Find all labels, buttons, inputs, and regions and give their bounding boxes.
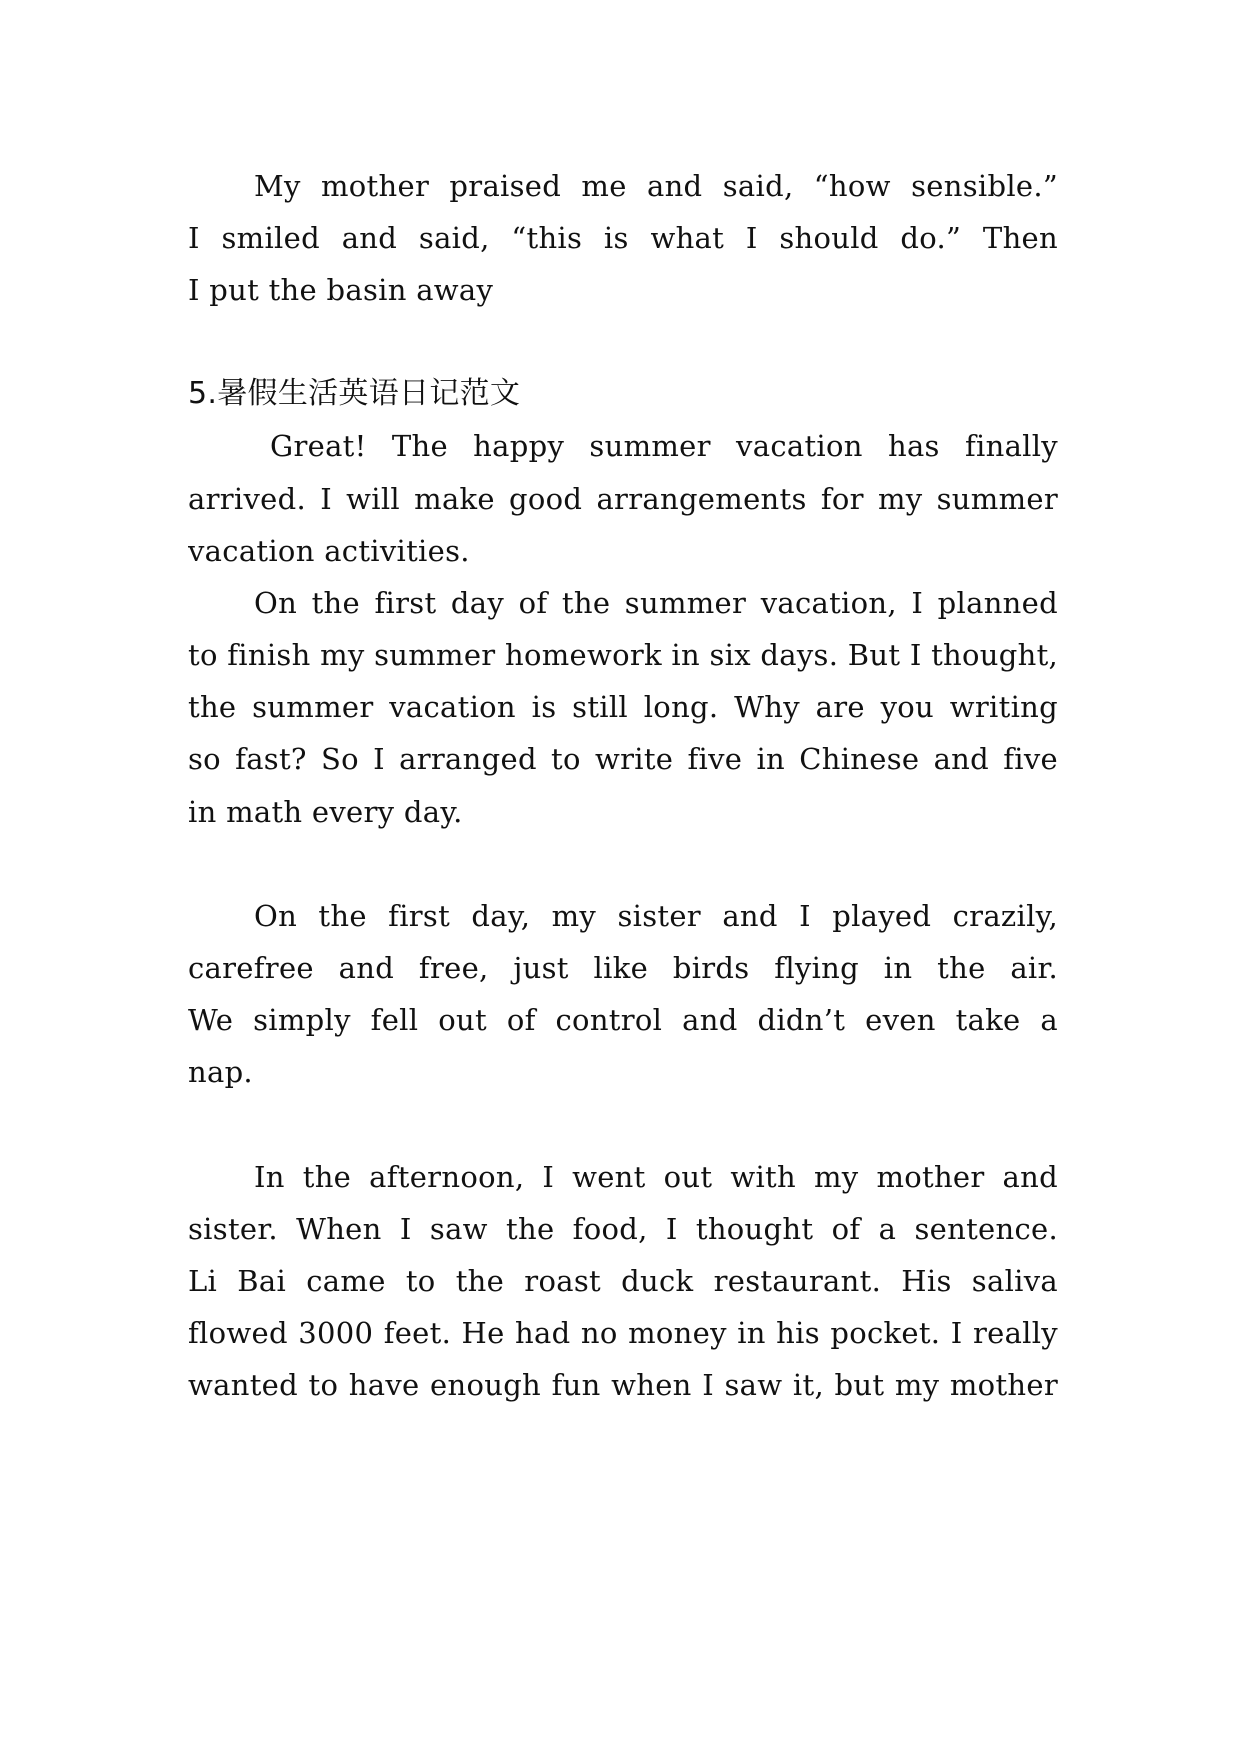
text-line: nap. — [188, 1055, 253, 1089]
text-line: arrived. I will make good arrangements for my summer — [188, 482, 1058, 516]
text-line: to finish my summer homework in six days. But I thought, — [188, 638, 1058, 672]
text-line: On the first day, my sister and I played crazily, — [254, 899, 1058, 933]
text-line: Li Bai came to the roast duck restaurant. His saliva — [188, 1264, 1058, 1298]
text-line: Great! The happy summer vacation has finally — [270, 429, 1058, 463]
text-line: in math every day. — [188, 795, 463, 829]
text-line: On the first day of the summer vacation, I planned — [254, 586, 1058, 620]
text-line: I smiled and said, “this is what I should do.” Then — [188, 221, 1058, 255]
text-line: My mother praised me and said, “how sensible.” — [254, 169, 1058, 203]
text-line: flowed 3000 feet. He had no money in his pocket. I really — [188, 1316, 1058, 1350]
text-line: I put the basin away — [188, 273, 494, 307]
text-line: sister. When I saw the food, I thought of a sentence. — [188, 1212, 1058, 1246]
text-line: carefree and free, just like birds flying in the air. — [188, 951, 1058, 985]
text-line: In the afternoon, I went out with my mother and — [254, 1160, 1058, 1194]
text-line: We simply fell out of control and didn’t even take a — [188, 1003, 1058, 1037]
text-line: wanted to have enough fun when I saw it, but my mother — [188, 1368, 1058, 1402]
text-line: the summer vacation is still long. Why are you writing — [188, 690, 1058, 724]
text-line: so fast? So I arranged to write five in Chinese and five — [188, 742, 1058, 776]
text-line: vacation activities. — [188, 534, 470, 568]
section-heading: 5.暑假生活英语日记范文 — [188, 376, 521, 411]
